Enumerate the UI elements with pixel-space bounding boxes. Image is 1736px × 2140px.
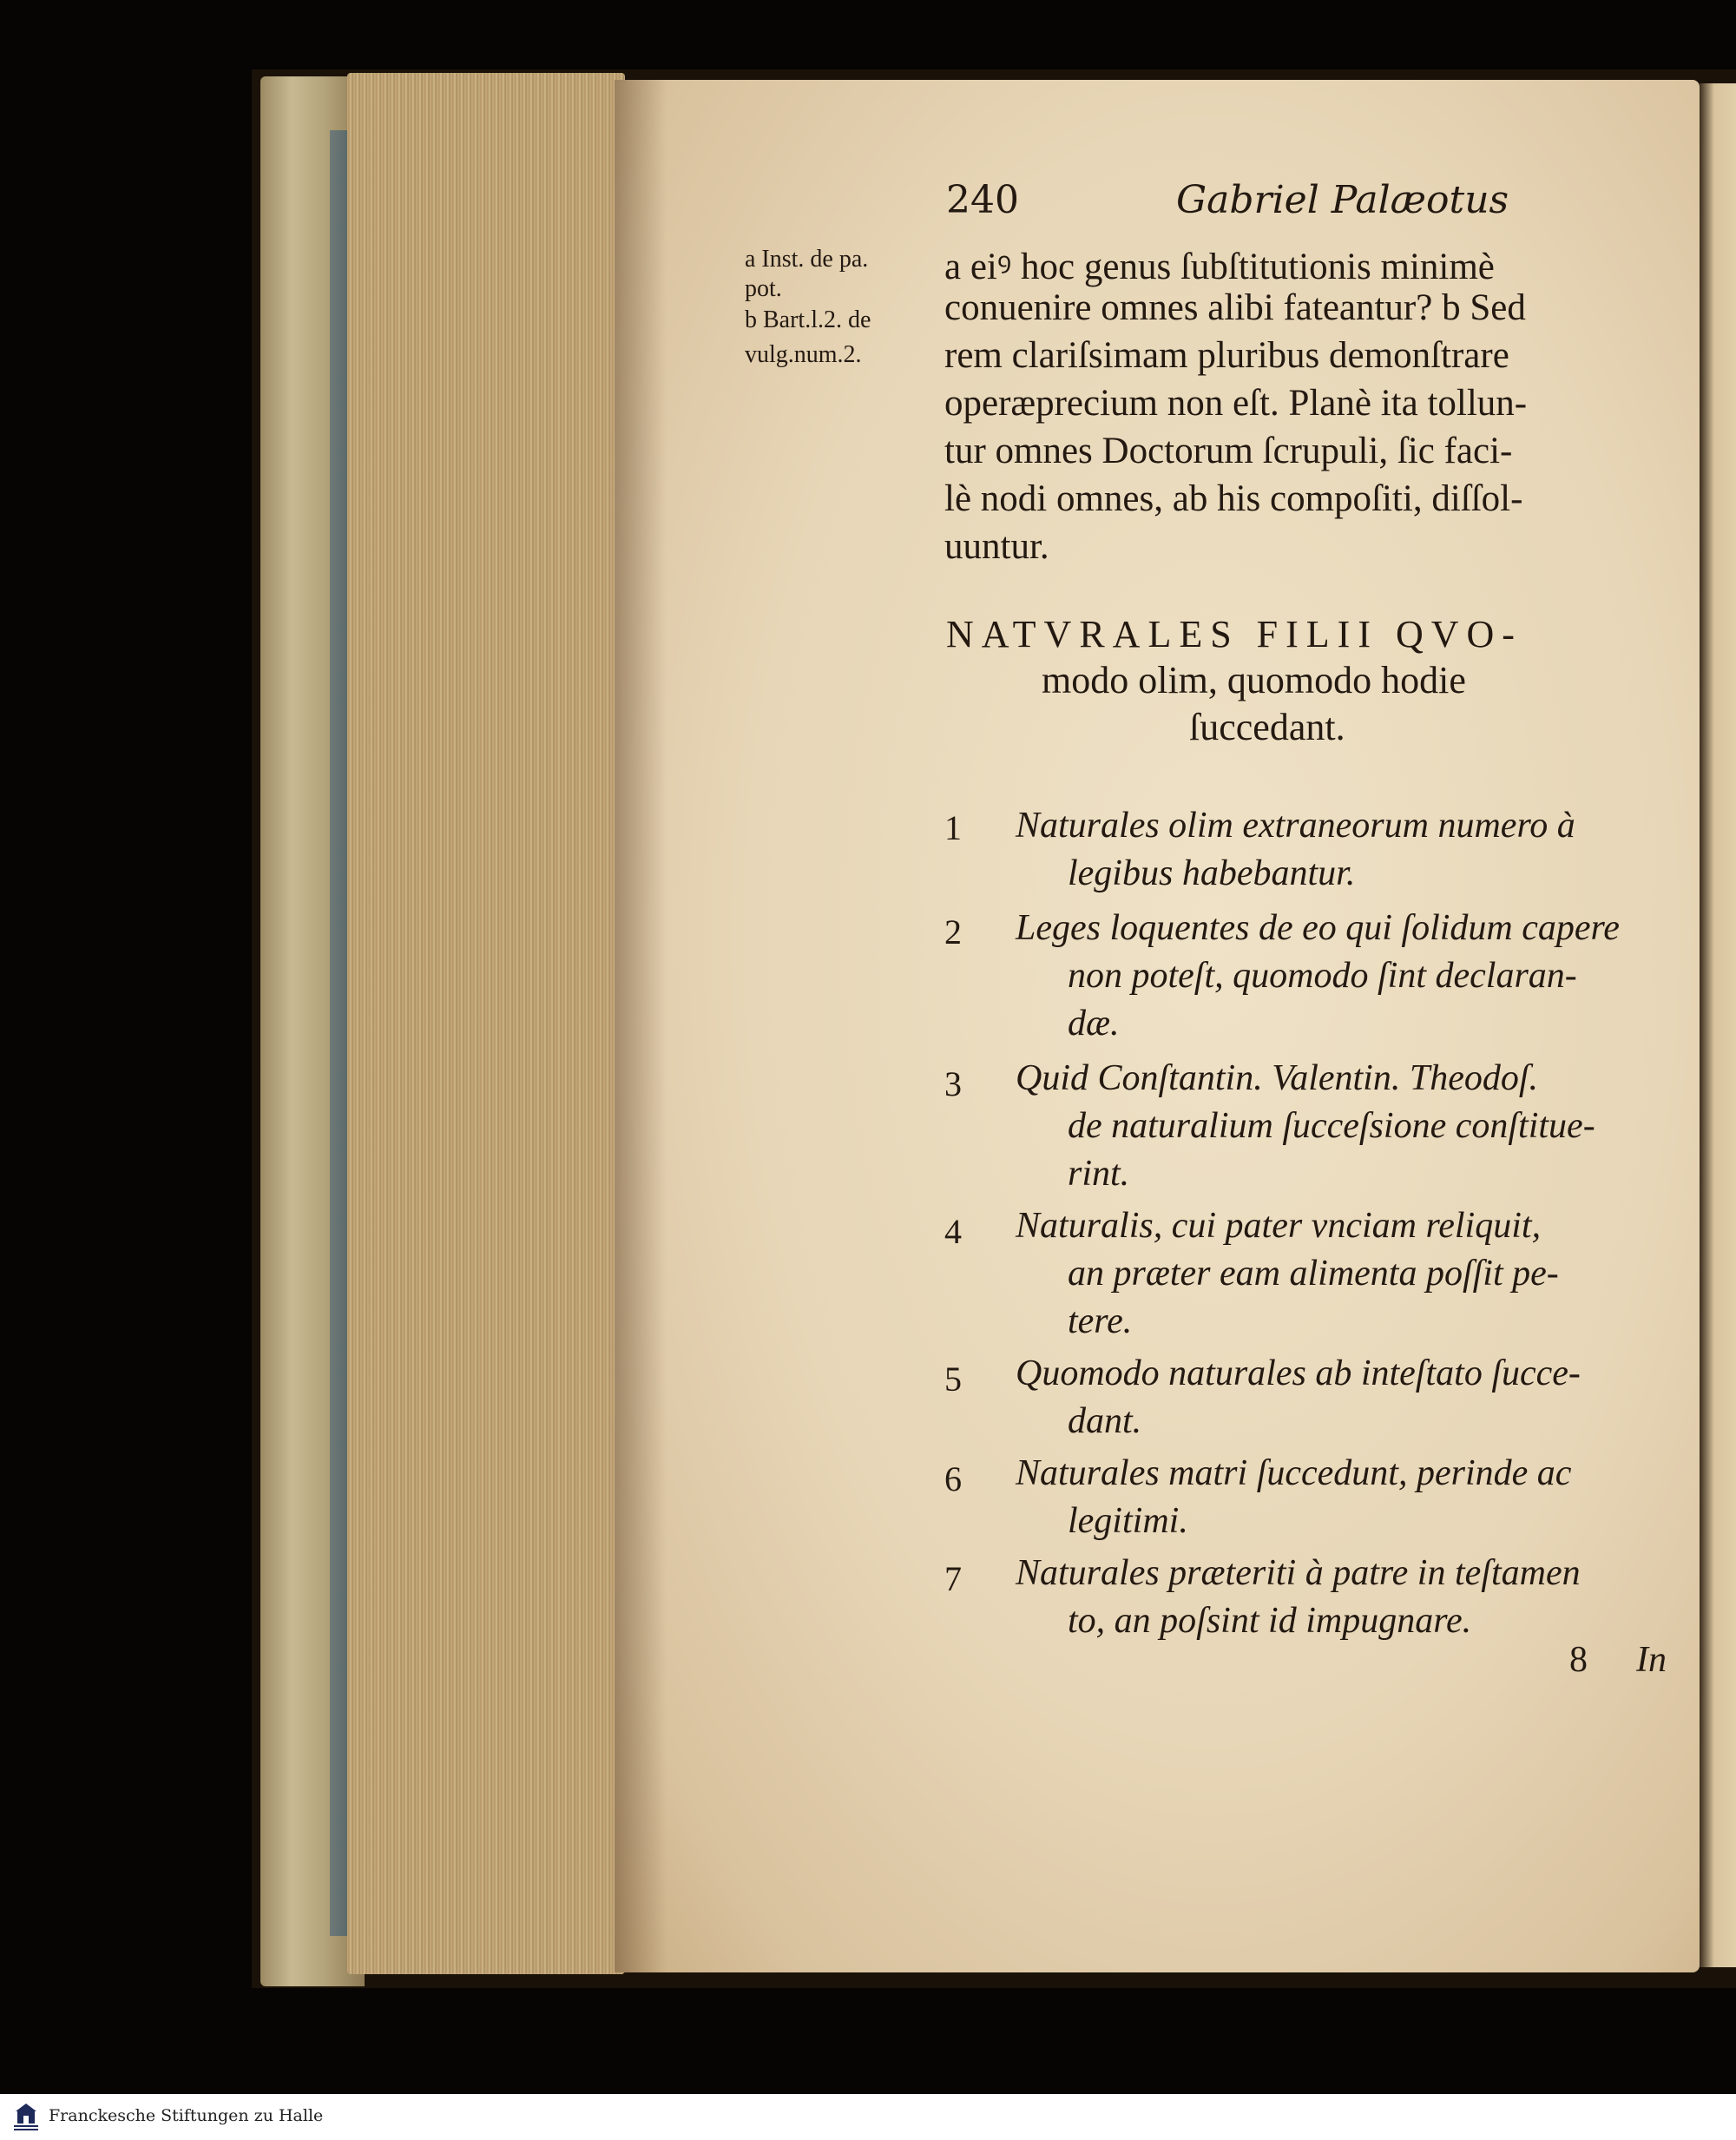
item-line: to, an poſsint id impugnare. xyxy=(1068,1601,1472,1641)
item-line: Leges loquentes de eo qui ſolidum capere xyxy=(1016,908,1620,948)
item-line: tere. xyxy=(1068,1301,1133,1341)
item-number: 5 xyxy=(944,1360,962,1399)
item-line: dant. xyxy=(1068,1401,1142,1441)
item-line: legitimi. xyxy=(1068,1501,1188,1541)
section-heading: NATVRALES FILII QVO- xyxy=(946,613,1522,655)
body-line: uuntur. xyxy=(944,526,1049,567)
item-line: Naturalis, cui pater vnciam reliquit, xyxy=(1016,1206,1542,1246)
margin-note: a Inst. de pa. xyxy=(745,246,869,273)
page-number: 240 xyxy=(946,178,1019,222)
institution-logo-icon xyxy=(10,2101,42,2134)
body-line: a eiꝰ hoc genus ſubſtitutionis minimè xyxy=(944,247,1495,287)
item-number: 4 xyxy=(944,1212,962,1251)
body-line: lè nodi omnes, ab his compoſiti, diſſol- xyxy=(944,478,1523,519)
item-number: 3 xyxy=(944,1064,962,1103)
catchword-number: 8 xyxy=(1569,1640,1588,1680)
item-line: dæ. xyxy=(1068,1004,1120,1044)
margin-note: b Bart.l.2. de xyxy=(745,306,871,333)
item-number: 6 xyxy=(944,1459,962,1498)
item-number: 2 xyxy=(944,912,962,951)
page-gutter xyxy=(615,80,667,1972)
catchword: In xyxy=(1636,1640,1667,1680)
item-line: Naturales matri ſuccedunt, perinde ac xyxy=(1016,1453,1572,1493)
body-line: rem clariſsimam pluribus demonſtrare xyxy=(944,335,1509,376)
footer-bar xyxy=(0,2094,1736,2140)
footer-text: Franckesche Stiftungen zu Halle xyxy=(49,2106,324,2125)
item-line: rint. xyxy=(1068,1154,1130,1194)
item-line: an præter eam alimenta poſſit pe- xyxy=(1068,1254,1559,1294)
item-line: Quid Conſtantin. Valentin. Theodoſ. xyxy=(1016,1058,1539,1098)
running-title: Gabriel Palæotus xyxy=(1176,178,1509,222)
item-line: Naturales olim extraneorum numero à xyxy=(1016,806,1575,846)
item-line: Quomodo naturales ab inteſtato ſucce- xyxy=(1016,1353,1581,1393)
body-line: conuenire omnes alibi fateantur? b Sed xyxy=(944,287,1526,328)
item-line: de naturalium ſucceſsione conſtitue- xyxy=(1068,1106,1595,1146)
item-line: non poteſt, quomodo ſint declaran- xyxy=(1068,956,1577,996)
body-line: tur omnes Doctorum ſcrupuli, ſic faci- xyxy=(944,431,1513,471)
item-number: 1 xyxy=(944,808,962,847)
item-line: Naturales præteriti à patre in teſtamen xyxy=(1016,1553,1581,1593)
section-heading-line: ſuccedant. xyxy=(1189,706,1345,748)
facing-page-edge xyxy=(1700,83,1736,1967)
page-edges xyxy=(347,73,625,1974)
item-line: legibus habebantur. xyxy=(1068,853,1356,893)
margin-note: pot. xyxy=(745,275,782,302)
margin-note: vulg.num.2. xyxy=(745,341,862,368)
item-number: 7 xyxy=(944,1559,962,1598)
body-line: operæprecium non eſt. Planè ita tollun- xyxy=(944,383,1528,424)
section-heading-line: modo olim, quomodo hodie xyxy=(1042,659,1466,701)
